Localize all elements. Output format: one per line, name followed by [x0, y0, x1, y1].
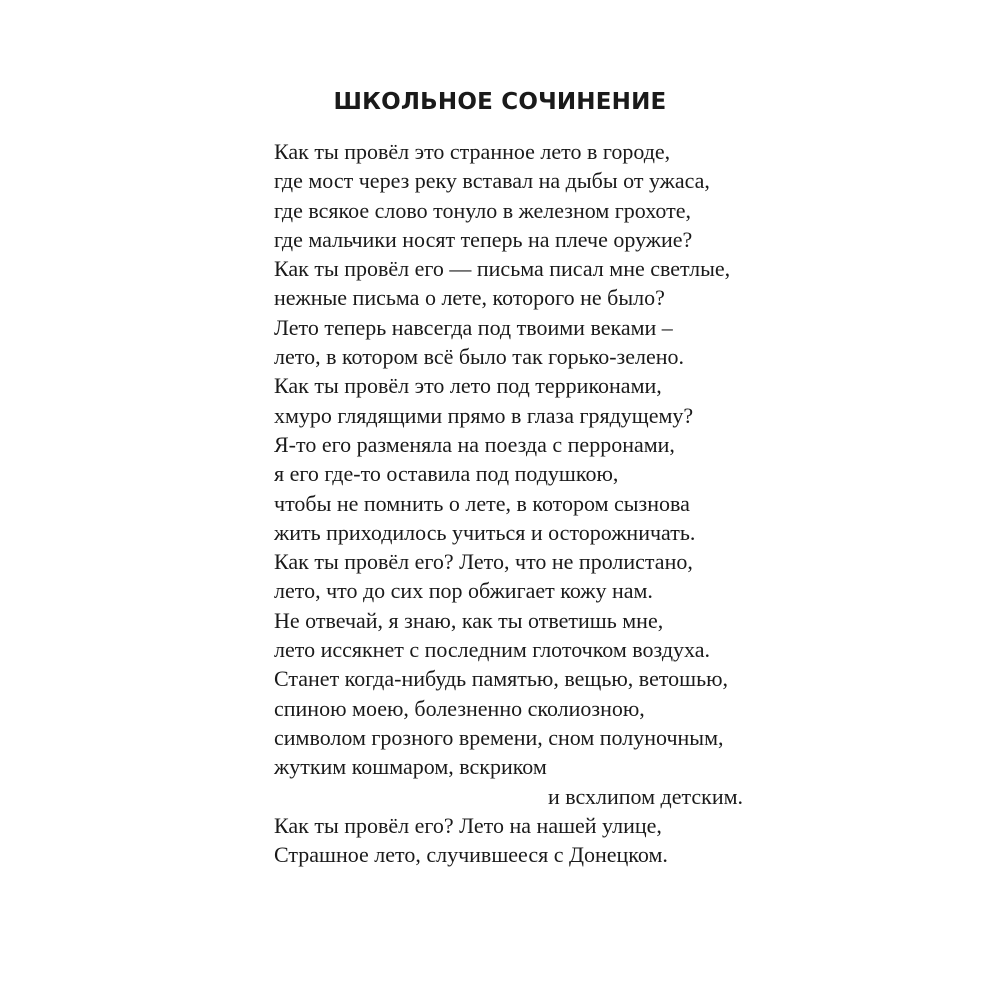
- poem-line: где мальчики носят теперь на плече оружие?: [274, 226, 693, 252]
- poem-line: нежные письма о лете, которого не было?: [274, 285, 665, 311]
- poem-line: Как ты провёл его — письма писал мне светлые,: [274, 256, 731, 282]
- poem-line: лето иссякнет с последним глоточком воздуха.: [274, 637, 710, 663]
- poem-line: и всхлипом детским.: [548, 783, 744, 809]
- poem-line: Лето теперь навсегда под твоими веками –: [274, 314, 673, 340]
- poem-line: жить приходилось учиться и осторожничать.: [274, 519, 696, 545]
- poem-line: Как ты провёл его? Лето на нашей улице,: [274, 812, 662, 838]
- poem-line: где мост через реку вставал на дыбы от ужаса,: [274, 168, 710, 194]
- poem-line: символом грозного времени, сном полуночным,: [274, 724, 724, 750]
- poem-line: Как ты провёл это странное лето в городе,: [274, 139, 671, 164]
- poem-line: Как ты провёл это лето под терриконами,: [274, 373, 662, 399]
- poem-line: жутким кошмаром, вскриком: [274, 754, 547, 780]
- poem-line: Не отвечай, я знаю, как ты ответишь мне,: [274, 607, 664, 633]
- poem-line: Я-то его разменяла на поезда с перронами,: [274, 431, 675, 457]
- poem-line: чтобы не помнить о лете, в котором сызнова: [274, 490, 690, 516]
- poem-line: где всякое слово тонуло в железном грохоте,: [274, 197, 691, 223]
- poem-line: лето, в котором всё было так горько-зелено.: [274, 344, 685, 370]
- poem-title: ШКОЛЬНОЕ СОЧИНЕНИЕ: [333, 89, 667, 115]
- poem-line: лето, что до сих пор обжигает кожу нам.: [274, 578, 653, 604]
- poem-line: хмуро глядящими прямо в глаза грядущему?: [274, 402, 694, 428]
- poem-line: Страшное лето, случившееся с Донецком.: [274, 842, 668, 868]
- poem-line: я его где-то оставила под подушкою,: [274, 461, 619, 487]
- poem-line: Станет когда-нибудь памятью, вещью, ветошью,: [274, 666, 729, 692]
- poem-body: [274, 137, 794, 869]
- poem-line: спиною моею, болезненно сколиозною,: [274, 695, 645, 721]
- poem-line: Как ты провёл его? Лето, что не пролистано,: [274, 549, 693, 575]
